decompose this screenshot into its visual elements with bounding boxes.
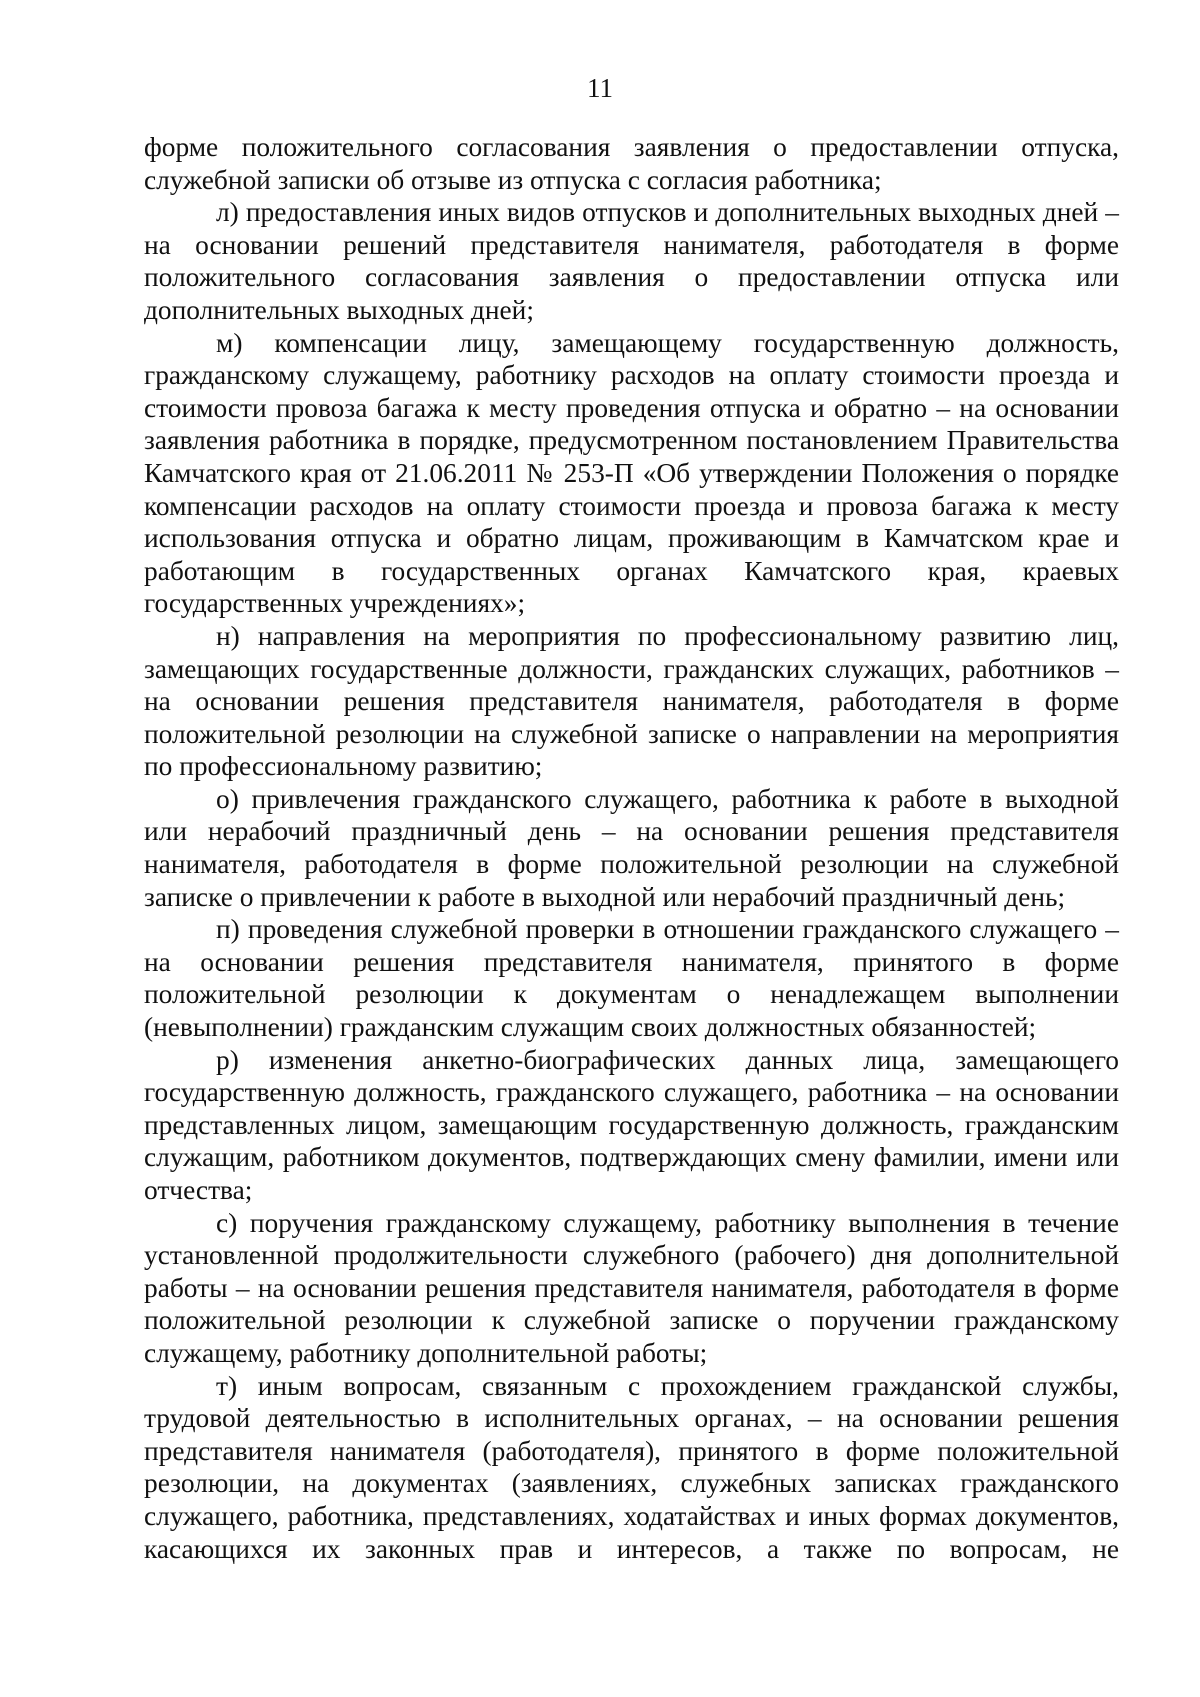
paragraph-item-s: с) поручения гражданскому служащему, работнику выполнения в течение установленной продолжительности служебного (рабочего) дня дополнительной работы – на основании решения представителя нанимателя, работодателя в форме положительной резолюции к служебной записке о поручении гражданскому служащему, работнику дополнительной работы;	[144, 1207, 1119, 1368]
paragraph-item-o: о) привлечения гражданского служащего, работника к работе в выходной или нерабочий праздничный день – на основании решения представителя нанимателя, работодателя в форме положительной резолюции на служебной записке о привлечении к работе в выходной или нерабочий праздничный день;	[144, 783, 1119, 912]
paragraph-item-p: п) проведения служебной проверки в отношении гражданского служащего – на основании решения представителя нанимателя, принятого в форме положительной резолюции к документам о ненадлежащем выполнении (невыполнении) гражданским служащим своих должностных обязанностей;	[144, 914, 1119, 1043]
paragraph-item-n: н) направления на мероприятия по профессиональному развитию лиц, замещающих государственные должности, гражданских служащих, работников – на основании решения представителя нанимателя, работодателя в форме положительной резолюции на служебной записке о направлении на мероприятия по профессиональному развитию;	[144, 620, 1119, 782]
paragraph-item-m: м) компенсации лицу, замещающему государственную должность, гражданскому служащему, работнику расходов на оплату стоимости проезда и стоимости провоза багажа к месту проведения отпуска и обратно – на основании заявления работника в порядке, предусмотренном постановлением Правительства Камчатского края от 21.06.2011 № 253-П «Об утверждении Положения о порядке компенсации расходов на оплату стоимости проезда и провоза багажа к месту использования отпуска и обратно лицам, проживающим в Камчатском крае и работающим в государственных органах Камчатского края, краевых государственных учреждениях»;	[144, 327, 1119, 619]
paragraph-item-t: т) иным вопросам, связанным с прохождением гражданской службы, трудовой деятельностью в исполнительных органах, – на основании решения представителя нанимателя (работодателя), принятого в форме положительной резолюции, на документах (заявлениях, служебных записках гражданского служащего, работника, представлениях, ходатайствах и иных формах документов, касающихся их законных прав и интересов, а также по вопросам, не	[144, 1370, 1119, 1564]
document-body	[144, 131, 1119, 1565]
page-number: 11	[587, 73, 613, 103]
paragraph-continuation: форме положительного согласования заявления о предоставлении отпуска, служебной записки об отзыве из отпуска с согласия работника;	[144, 132, 1119, 195]
paragraph-item-l: л) предоставления иных видов отпусков и дополнительных выходных дней – на основании решений представителя нанимателя, работодателя в форме положительного согласования заявления о предоставлении отпуска или дополнительных выходных дней;	[144, 197, 1119, 325]
paragraph-item-r: р) изменения анкетно-биографических данных лица, замещающего государственную должность, гражданского служащего, работника – на основании представленных лицом, замещающим государственную должность, гражданским служащим, работником документов, подтверждающих смену фамилии, имени или отчества;	[144, 1044, 1119, 1205]
